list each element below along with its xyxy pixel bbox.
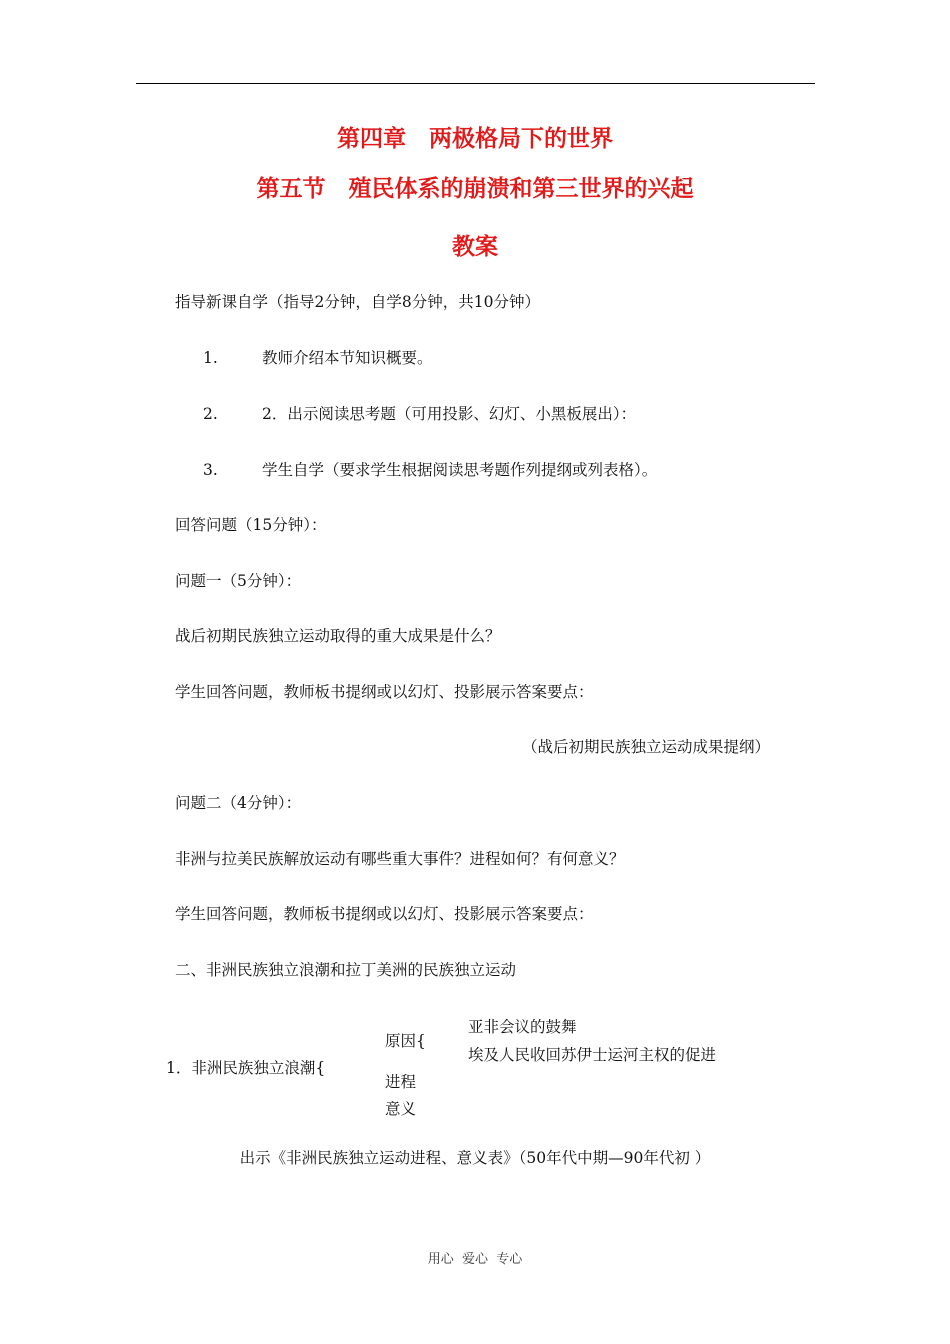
outline-progress: 进程 <box>385 1073 417 1091</box>
answer-heading: 回答问题（15分钟）： <box>175 516 327 534</box>
question-1-instruction: 学生回答问题，教师板书提纲或以幻灯、投影展示答案要点： <box>175 683 594 701</box>
question-2-instruction: 学生回答问题，教师板书提纲或以幻灯、投影展示答案要点： <box>175 905 594 923</box>
guide-heading: 指导新课自学（指导2分钟，自学8分钟，共10分钟） <box>175 293 540 311</box>
guide-step-text-3: 学生自学（要求学生根据阅读思考题作列提纲或列表格）。 <box>262 461 658 479</box>
outline-root: 1．非洲民族独立浪潮{ <box>166 1059 326 1077</box>
guide-step-text-1: 教师介绍本节知识概要。 <box>262 349 433 367</box>
document-type-title: 教案 <box>452 234 498 260</box>
guide-step-number-2: 2. <box>203 405 218 423</box>
guide-step-number-1: 1. <box>203 349 218 367</box>
question-1-text: 战后初期民族独立运动取得的重大成果是什么？ <box>175 627 501 645</box>
section-title: 第五节 殖民体系的崩溃和第三世界的兴起 <box>256 176 694 202</box>
question-1-outline-note: （战后初期民族独立运动成果提纲） <box>521 738 770 756</box>
outline-significance: 意义 <box>385 1100 417 1118</box>
table-note: 出示《非洲民族独立运动进程、意义表》（50年代中期—90年代初 ） <box>239 1149 711 1167</box>
question-2-text: 非洲与拉美民族解放运动有哪些重大事件？进程如何？有何意义？ <box>175 850 625 868</box>
guide-step-text-2: 2．出示阅读思考题（可用投影、幻灯、小黑板展出）： <box>262 405 637 423</box>
header-rule <box>136 83 815 84</box>
chapter-title: 第四章 两极格局下的世界 <box>337 126 613 152</box>
page-footer: 用心 爱心 专心 <box>427 1252 523 1267</box>
question-2-heading: 问题二（4分钟）： <box>175 794 302 812</box>
outline-cause: 原因{ <box>385 1032 426 1050</box>
guide-step-number-3: 3. <box>203 461 218 479</box>
section-2-title: 二、非洲民族独立浪潮和拉丁美洲的民族独立运动 <box>175 961 517 979</box>
outline-cause-item-2: 埃及人民收回苏伊士运河主权的促进 <box>468 1046 717 1064</box>
outline-cause-item-1: 亚非会议的鼓舞 <box>468 1018 577 1036</box>
question-1-heading: 问题一（5分钟）： <box>175 572 302 590</box>
